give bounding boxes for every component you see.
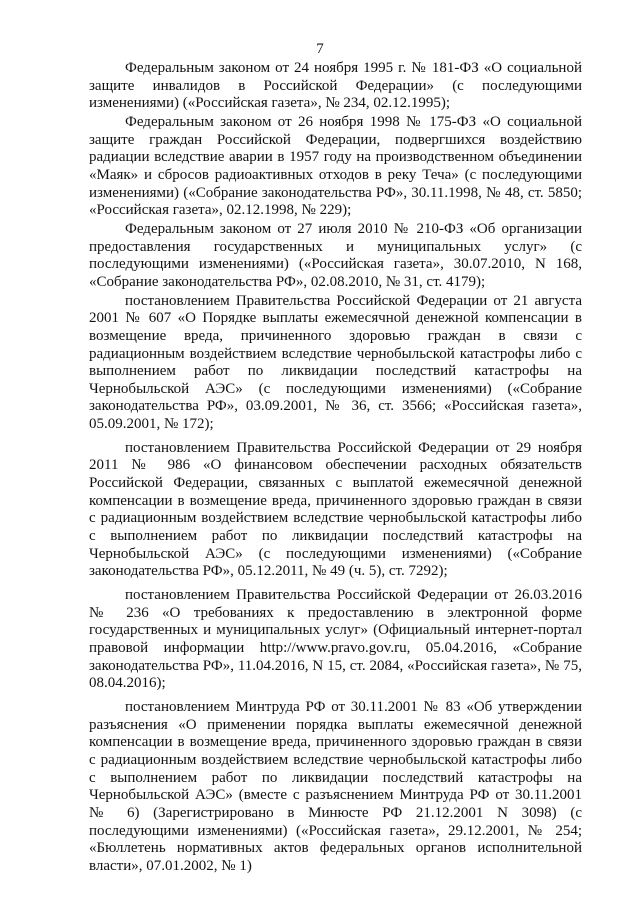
paragraph-government-resolution-607: постановлением Правительства Российской Федерации от 21 августа 2001 № 607 «О Порядке выплаты ежемесячной денежной компенсации в возмещение вреда, причиненного здоровью граждан в связи с радиационным воздействием вследствие чернобыльской катастрофы либо с выполнением работ по ликвидации последствий катастрофы на Чернобыльской АЭС» (с последующими изменениями) («Собрание законодательства РФ», 03.09.2001, № 36, ст. 3566; «Российская газета», 05.09.2001, № 172); [89, 292, 582, 433]
paragraph-federal-law-175: Федеральным законом от 26 ноября 1998 № 175-ФЗ «О социальной защите граждан Российской Федерации, подвергшихся воздействию радиации вследствие аварии в 1957 году на производственном объединении «Маяк» и сбросов радиоактивных отходов в реку Теча» (с последующими изменениями) («Собрание законодательства РФ», 30.11.1998, № 48, ст. 5850; «Российская газета», 02.12.1998, № 229); [89, 113, 582, 219]
page-number: 7 [316, 41, 324, 57]
paragraph-government-resolution-986: постановлением Правительства Российской Федерации от 29 ноября 2011 № 986 «О финансовом обеспечении расходных обязательств Российской Федерации, связанных с выплатой ежемесячной денежной компенсации в возмещение вреда, причиненного здоровью граждан в связи с радиационным воздействием вследствие чернобыльской катастрофы либо с выполнением работ по ликвидации последствий катастрофы на Чернобыльской АЭС» (с последующими изменениями) («Собрание законодательства РФ», 05.12.2011, № 49 (ч. 5), ст. 7292); [89, 439, 582, 580]
paragraph-mintrud-resolution-83: постановлением Минтруда РФ от 30.11.2001 № 83 «Об утверждении разъяснения «О применении порядка выплаты ежемесячной денежной компенсации в возмещение вреда, причиненного здоровью граждан в связи с радиационным воздействием вследствие чернобыльской катастрофы либо с выполнением работ по ликвидации последствий катастрофы на Чернобыльской АЭС» (вместе с разъяснением Минтруда РФ от 30.11.2001 № 6) (Зарегистрировано в Минюсте РФ 21.12.2001 N 3098) (с последующими изменениями) («Российская газета», 29.12.2001, № 254; «Бюллетень нормативных актов федеральных органов исполнительной власти», 07.01.2002, № 1) [89, 698, 582, 874]
paragraph-federal-law-210: Федеральным законом от 27 июля 2010 № 210-ФЗ «Об организации предоставления государственных и муниципальных услуг» (с последующими изменениями) («Российская газета», 30.07.2010, N 168, «Собрание законодательства РФ», 02.08.2010, № 31, ст. 4179); [89, 220, 582, 290]
document-body [89, 60, 582, 876]
paragraph-federal-law-181: Федеральным законом от 24 ноября 1995 г. № 181-ФЗ «О социальной защите инвалидов в Российской Федерации» (с последующими изменениями) («Российская газета», № 234, 02.12.1995); [89, 60, 582, 112]
paragraph-government-resolution-236: постановлением Правительства Российской Федерации от 26.03.2016 № 236 «О требованиях к предоставлению в электронной форме государственных и муниципальных услуг» (Официальный интернет-портал правовой информации http://www.pravo.gov.ru, 05.04.2016, «Собрание законодательства РФ», 11.04.2016, N 15, ст. 2084, «Российская газета», № 75, 08.04.2016); [89, 587, 582, 692]
